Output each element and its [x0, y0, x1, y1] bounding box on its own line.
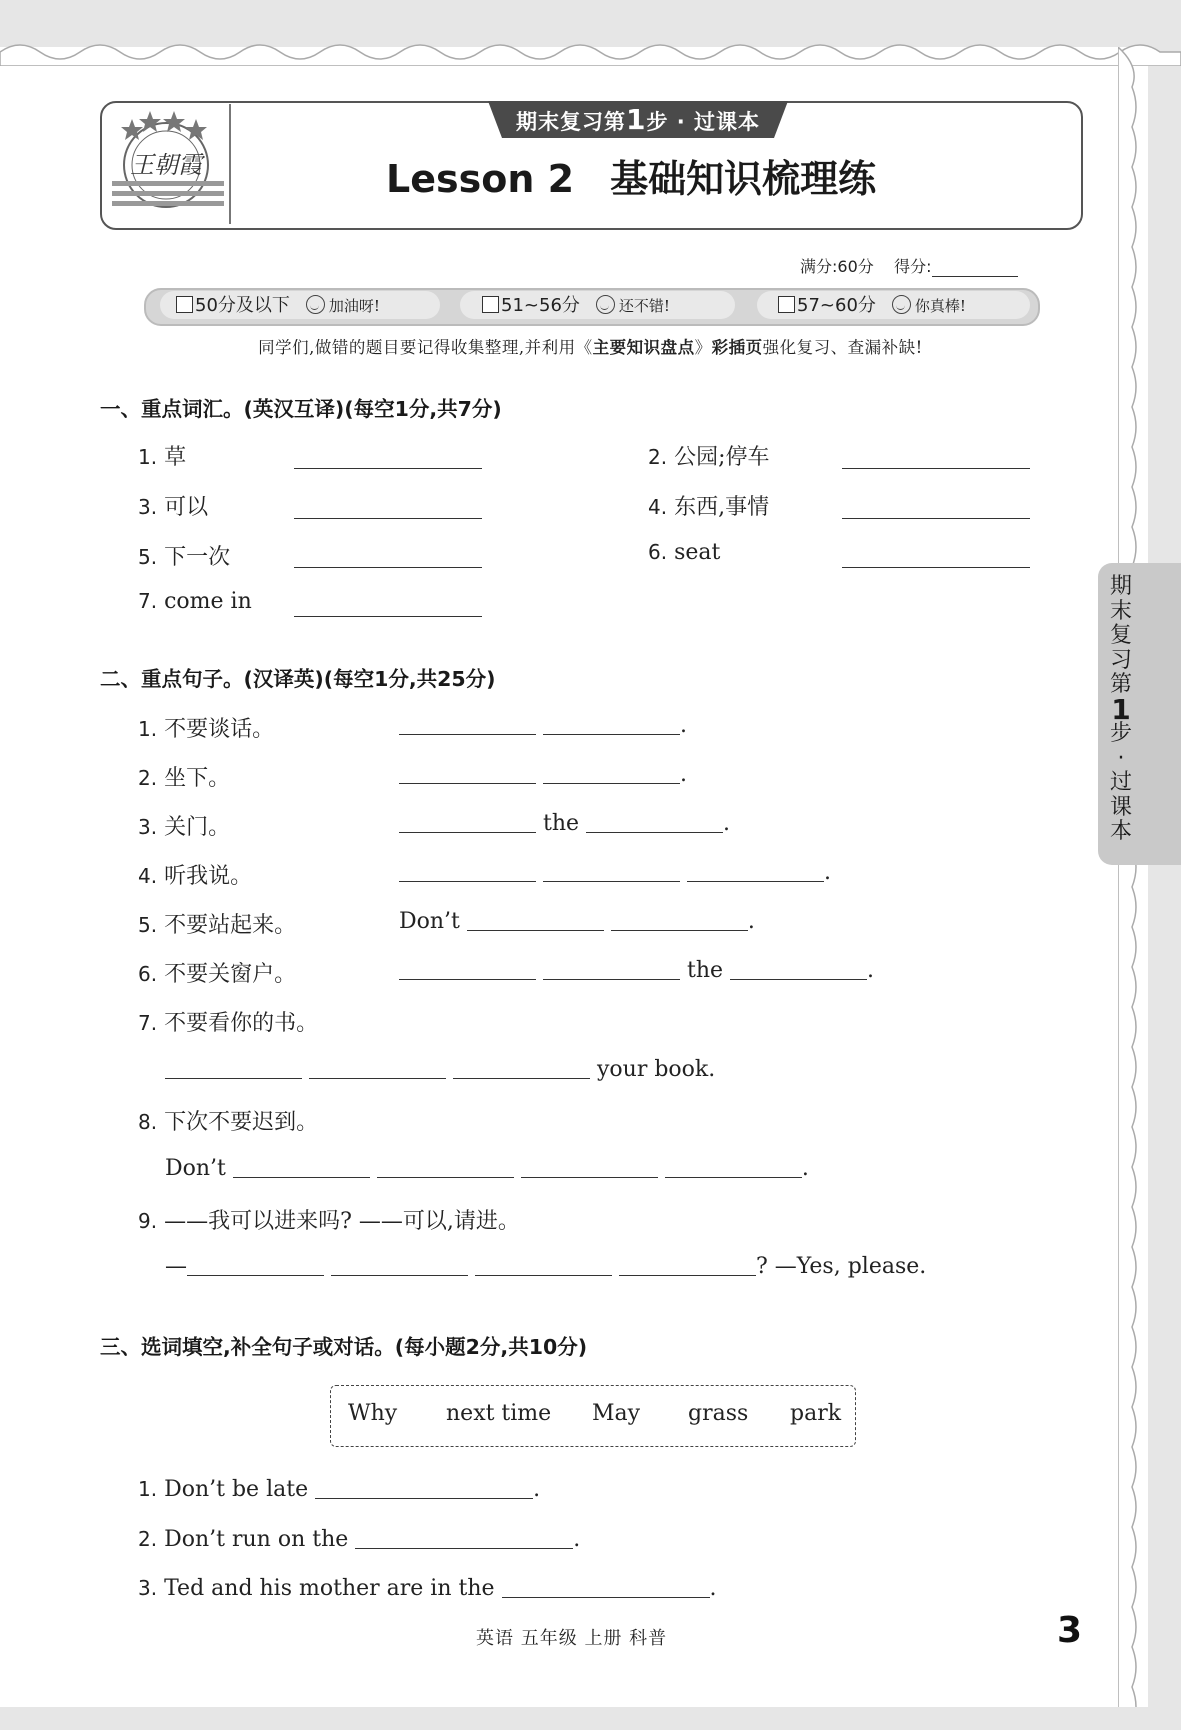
vocab-item: 3. 可以 — [138, 495, 209, 520]
smiley-icon — [596, 295, 615, 314]
section3-title: 三、选词填空,补全句子或对话。(每小题2分,共10分) — [100, 1335, 588, 1359]
vocab-item: 5. 下一次 — [138, 545, 231, 570]
sentence-answer[interactable]: . — [399, 859, 831, 885]
sentence-item: 4. 听我说。 — [138, 864, 253, 889]
title-lesson: Lesson 2 — [386, 157, 575, 201]
vocab-item: 4. 东西,事情 — [648, 495, 770, 520]
answer-blank[interactable] — [315, 1476, 533, 1499]
score-line — [800, 254, 1018, 277]
answer-blank[interactable] — [355, 1526, 573, 1549]
sentence-item: 2. 坐下。 — [138, 766, 231, 791]
checkbox[interactable] — [176, 296, 193, 313]
checkbox[interactable] — [482, 296, 499, 313]
sentence-item: 8. 下次不要迟到。 — [138, 1110, 319, 1135]
sentence-item: 3. 关门。 — [138, 815, 231, 840]
sentence-item: 9. ——我可以进来吗? ——可以,请进。 — [138, 1209, 520, 1234]
word-bank-item: next time — [446, 1401, 552, 1426]
answer-blank[interactable] — [294, 468, 482, 469]
sentence-answer[interactable]: the . — [399, 957, 874, 983]
svg-text:王朝霞: 王朝霞 — [130, 151, 202, 179]
sentence-item: 7. 不要看你的书。 — [138, 1011, 319, 1036]
rating-option-1[interactable]: 50分及以下 加油呀! — [176, 293, 380, 319]
rating-option-3[interactable]: 57~60分 你真棒! — [778, 293, 966, 319]
page-number: 3 — [1057, 1610, 1083, 1651]
sentence-answer[interactable]: Don’t . — [165, 1156, 809, 1181]
answer-blank[interactable] — [842, 518, 1030, 519]
section1-title: 一、重点词汇。(英汉互译)(每空1分,共7分) — [100, 397, 502, 421]
vocab-item: 1. 草 — [138, 445, 187, 470]
page-title — [386, 153, 946, 205]
publisher-logo — [110, 107, 226, 217]
answer-blank[interactable] — [842, 468, 1030, 469]
header-banner-text: 期末复习第1步 · 过课本 — [515, 103, 761, 136]
title-cn: 基础知识梳理练 — [610, 157, 877, 201]
answer-blank[interactable] — [294, 567, 482, 568]
sentence-item: 5. 不要站起来。 — [138, 913, 297, 938]
answer-blank[interactable] — [294, 518, 482, 519]
sentence-answer[interactable]: . — [399, 712, 687, 738]
logo-divider — [229, 104, 231, 224]
sentence-answer[interactable]: your book. — [165, 1056, 715, 1082]
got-score-blank[interactable] — [932, 260, 1018, 277]
sentence-answer[interactable]: the . — [399, 810, 730, 836]
sentence-item: 1. 不要谈话。 — [138, 717, 275, 742]
side-tab-text: 期 末 复 习 第 1 步 · 过 课 本 — [1109, 574, 1132, 844]
sentence-answer[interactable]: . — [399, 761, 687, 787]
wavy-top-border — [0, 30, 1181, 66]
fill-item: 3. Ted and his mother are in the . — [138, 1576, 717, 1601]
answer-blank[interactable] — [502, 1575, 710, 1598]
full-score: 满分:60分 — [800, 257, 874, 276]
section2-title: 二、重点句子。(汉译英)(每空1分,共25分) — [100, 667, 496, 691]
sentence-item: 6. 不要关窗户。 — [138, 962, 297, 987]
word-bank-item: park — [790, 1401, 842, 1426]
got-score-label: 得分: — [894, 257, 932, 276]
word-bank-item: grass — [688, 1401, 749, 1426]
word-bank-item: Why — [348, 1401, 398, 1426]
smiley-icon — [306, 295, 325, 314]
smiley-icon — [892, 295, 911, 314]
vocab-item: 7. come in — [138, 589, 252, 614]
sentence-answer[interactable]: — ? —Yes, please. — [165, 1254, 927, 1279]
notice-text: 同学们,做错的题目要记得收集整理,并利用《主要知识盘点》彩插页强化复习、查漏补缺! — [258, 338, 923, 357]
rating-option-2[interactable]: 51~56分 还不错! — [482, 293, 670, 319]
vocab-item: 2. 公园;停车 — [648, 445, 770, 470]
checkbox[interactable] — [778, 296, 795, 313]
fill-item: 1. Don’t be late . — [138, 1477, 541, 1502]
answer-blank[interactable] — [842, 567, 1030, 568]
fill-item: 2. Don’t run on the . — [138, 1527, 581, 1552]
sentence-answer[interactable]: Don’t . — [399, 909, 755, 934]
word-bank-item: May — [592, 1401, 641, 1426]
footer-text: 英语 五年级 上册 科普 — [476, 1628, 668, 1649]
answer-blank[interactable] — [294, 616, 482, 617]
vocab-item: 6. seat — [648, 540, 721, 565]
wavy-right-border — [1118, 47, 1158, 1707]
